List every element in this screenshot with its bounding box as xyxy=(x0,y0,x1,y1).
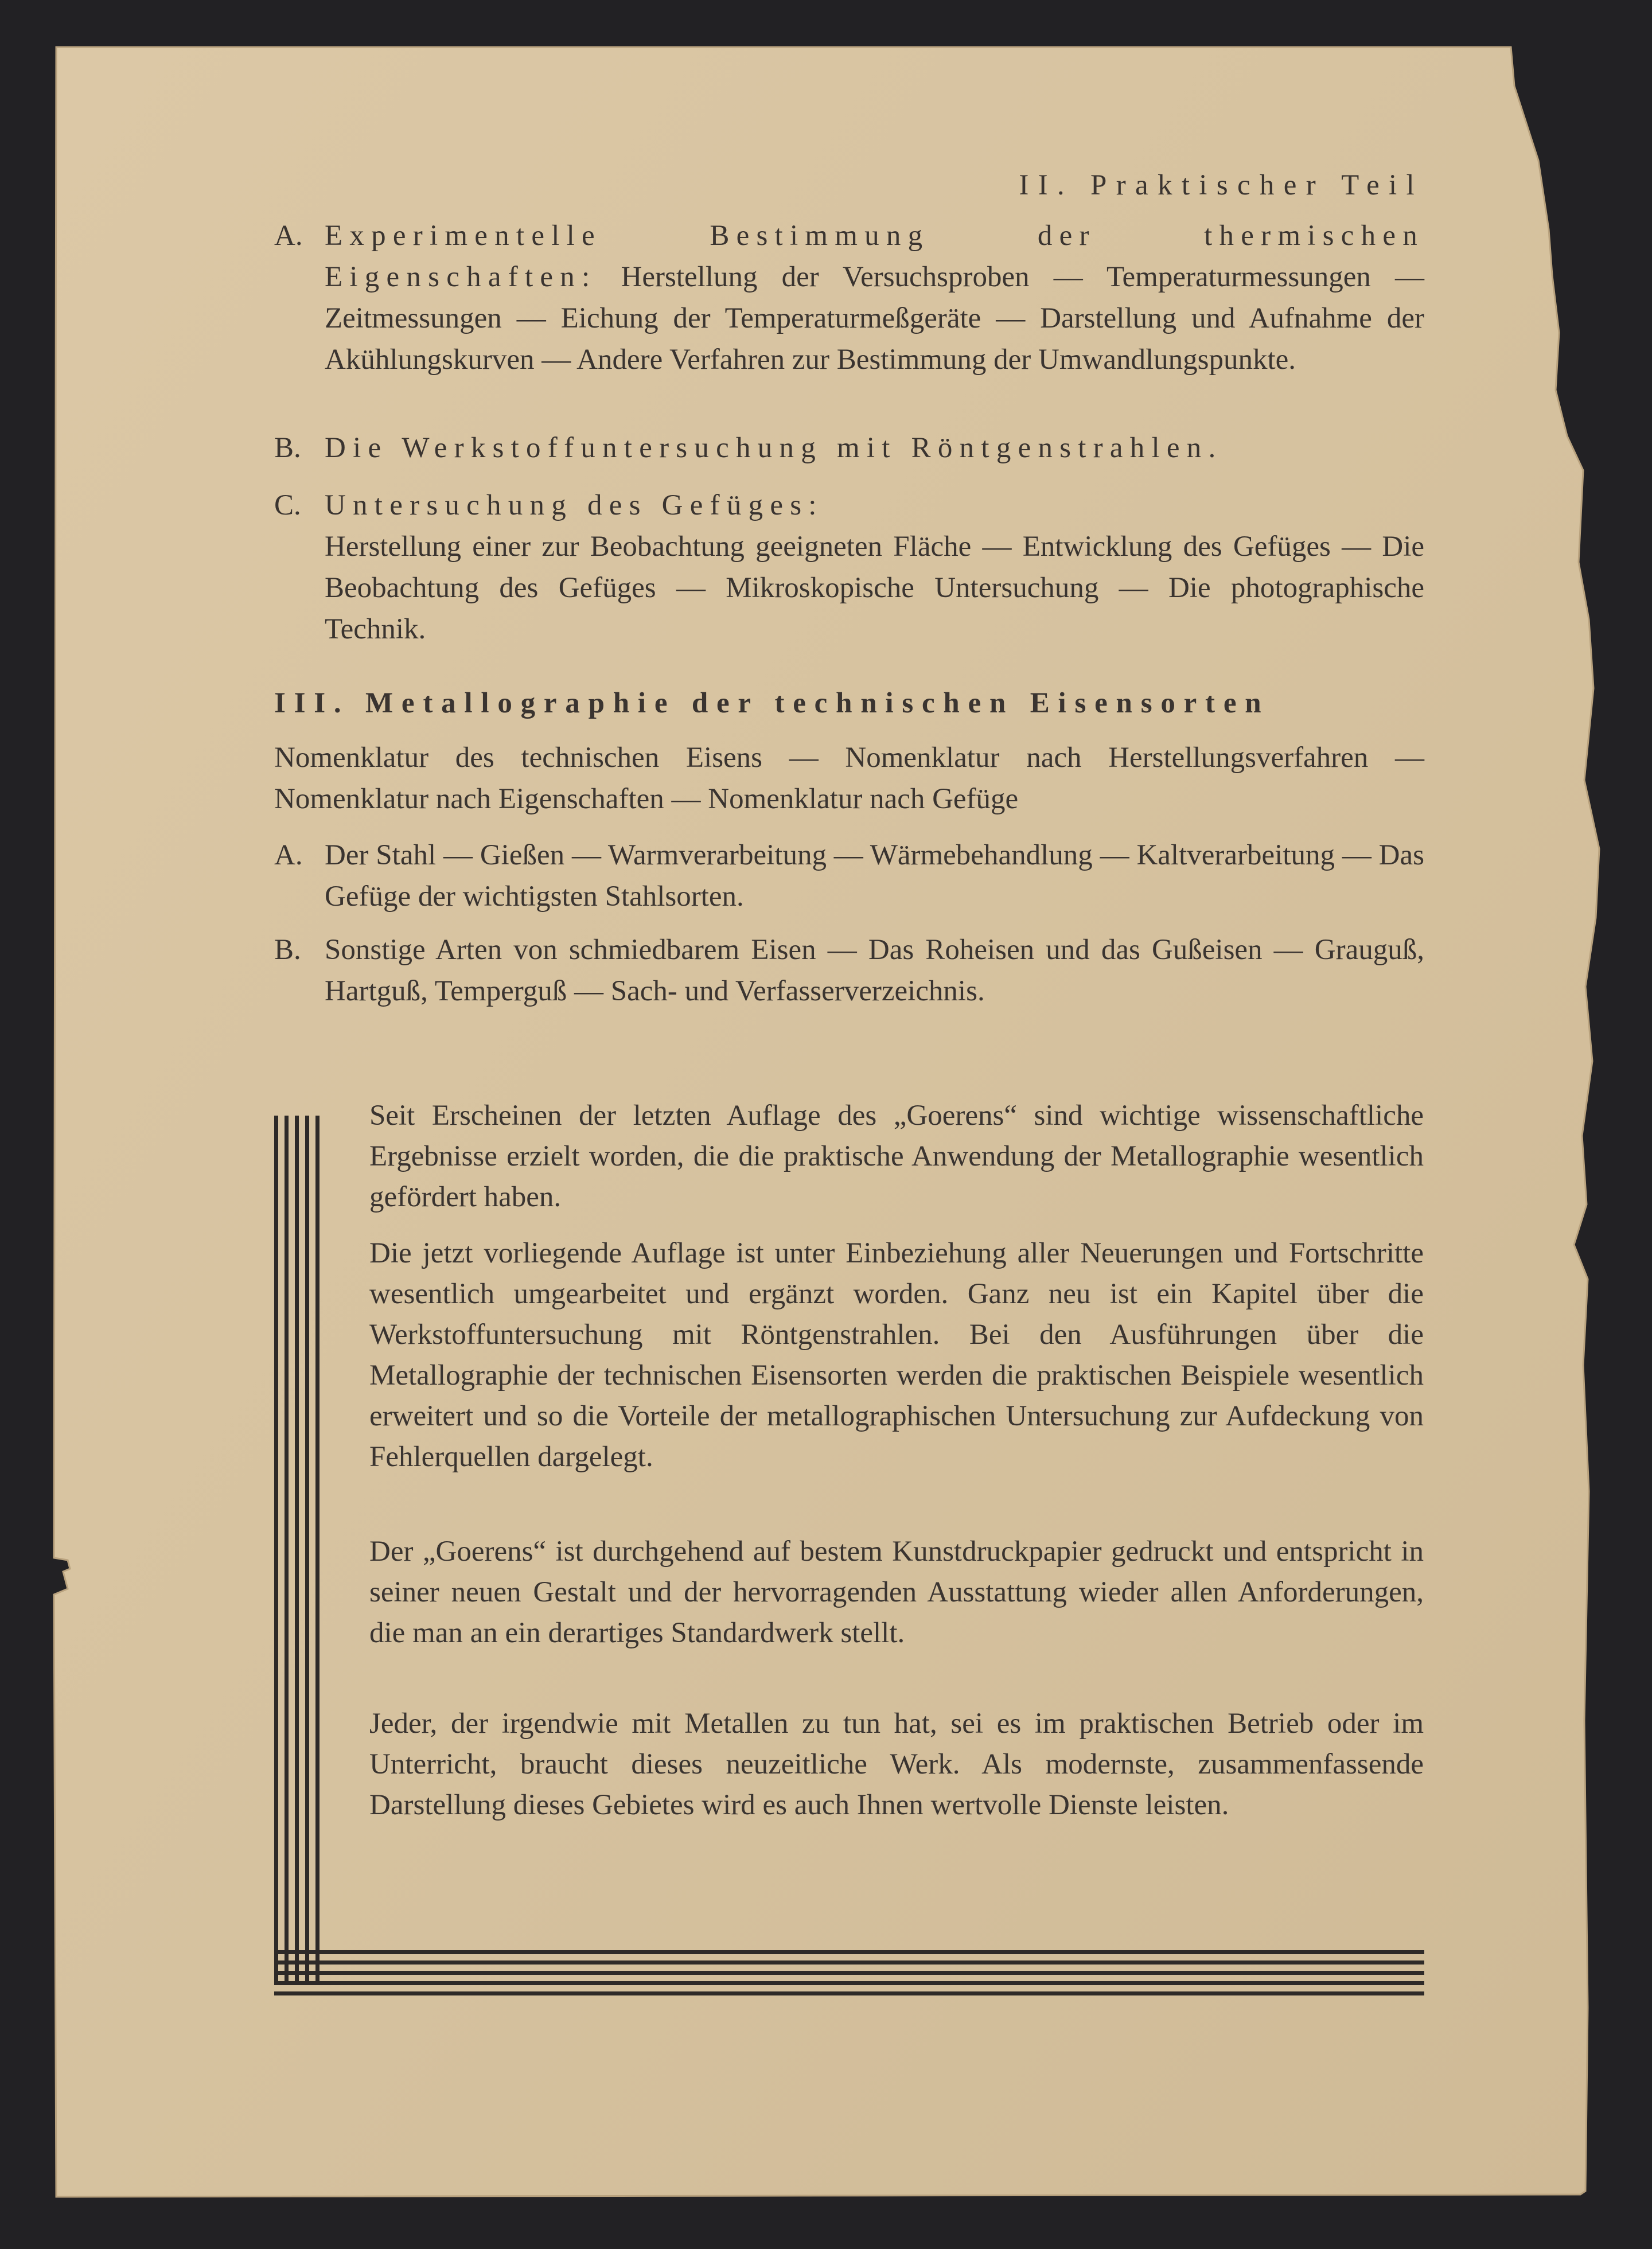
promo-paragraph: Seit Erscheinen der letzten Auflage des „Goerens“ sind wichtige wissenschaftliche Ergebnisse erzielt worden, die die praktische Anwendung der Metallographie wesentlich gefördert haben. xyxy=(369,1100,1424,1213)
list-item-stahl xyxy=(274,835,1424,921)
item-text: Herstellung einer zur Beobachtung geeigneten Fläche — Entwicklung des Gefüges — Die Beobachtung des Gefüges — Mikroskopische Untersuchung — Die photographische Technik. xyxy=(325,531,1424,645)
promo-paragraph: Die jetzt vorliegende Auflage ist unter Einbeziehung aller Neuerungen und Fortschritte wesentlich umgearbeitet und ergänzt worden. Ganz neu ist ein Kapitel über die Werkstoffuntersuchung mit Röntgenstrahlen. Bei den Ausführungen über die Metallographie der technischen Eisensorten werden die praktischen Beispiele wesentlich erweitert und so die Vorteile der metallographischen Untersuchung zur Aufdeckung von Fehlerquellen dargelegt. xyxy=(369,1237,1424,1473)
list-item-b xyxy=(274,427,1424,469)
list-item-c xyxy=(274,485,1424,651)
section-heading-metallographie: III. Metallographie der technischen Eisensorten xyxy=(274,687,1270,719)
item-marker: C. xyxy=(274,489,301,521)
list-item-a xyxy=(274,215,1424,422)
section-heading-praktischer-teil: II. Praktischer Teil xyxy=(1019,169,1424,201)
promo-paragraph: Jeder, der irgendwie mit Metallen zu tun hat, sei es im praktischen Betrieb oder im Unterricht, braucht dieses neuzeitliche Werk. Als modernste, zusammenfassende Darstellung dieses Gebietes wird es auch Ihnen wertvolle Dienste leisten. xyxy=(369,1708,1424,1821)
list-item-eisen xyxy=(274,929,1424,1015)
item-marker: A. xyxy=(274,839,303,871)
item-body xyxy=(325,485,1424,650)
item-marker: B. xyxy=(274,432,301,464)
item-body xyxy=(325,427,1424,469)
item-marker: A. xyxy=(274,220,303,252)
item-text: Herstellung der Versuchsproben — Temperaturmessungen — Zeitmessungen — Eichung der Temperaturmeßgeräte — Darstellung und Aufnahme der Akühlungskurven — Andere Verfahren zur Bestimmung der Umwandlungspunkte. xyxy=(325,261,1424,376)
item-body xyxy=(325,215,1424,380)
item-lead: Die Werkstoffuntersuchung mit Röntgenstrahlen. xyxy=(325,432,1223,464)
item-body: Der Stahl — Gießen — Warmverarbeitung — Wärmebehandlung — Kaltverarbeitung — Das Gefüge der wichtigsten Stahlsorten. xyxy=(325,839,1424,913)
item-body: Sonstige Arten von schmiedbarem Eisen — Das Roheisen und das Gußeisen — Grauguß, Hartguß, Temperguß — Sach- und Verfasserverzeichnis. xyxy=(325,934,1424,1007)
promo-paragraph: Der „Goerens“ ist durchgehend auf bestem Kunstdruckpapier gedruckt und entspricht in seiner neuen Gestalt und der hervorragenden Ausstattung wieder allen Anforderungen, die man an ein derartiges Standardwerk stellt. xyxy=(369,1535,1424,1649)
nomenclature-intro: Nomenklatur des technischen Eisens — Nomenklatur nach Herstellungsverfahren — Nomenklatur nach Eigenschaften — Nomenklatur nach Gefüge xyxy=(274,742,1424,815)
item-lead: Experimentelle Bestimmung der thermischen Eigenschaften: xyxy=(325,220,1424,293)
item-lead: Untersuchung des Gefüges: xyxy=(325,489,824,521)
item-marker: B. xyxy=(274,934,301,966)
